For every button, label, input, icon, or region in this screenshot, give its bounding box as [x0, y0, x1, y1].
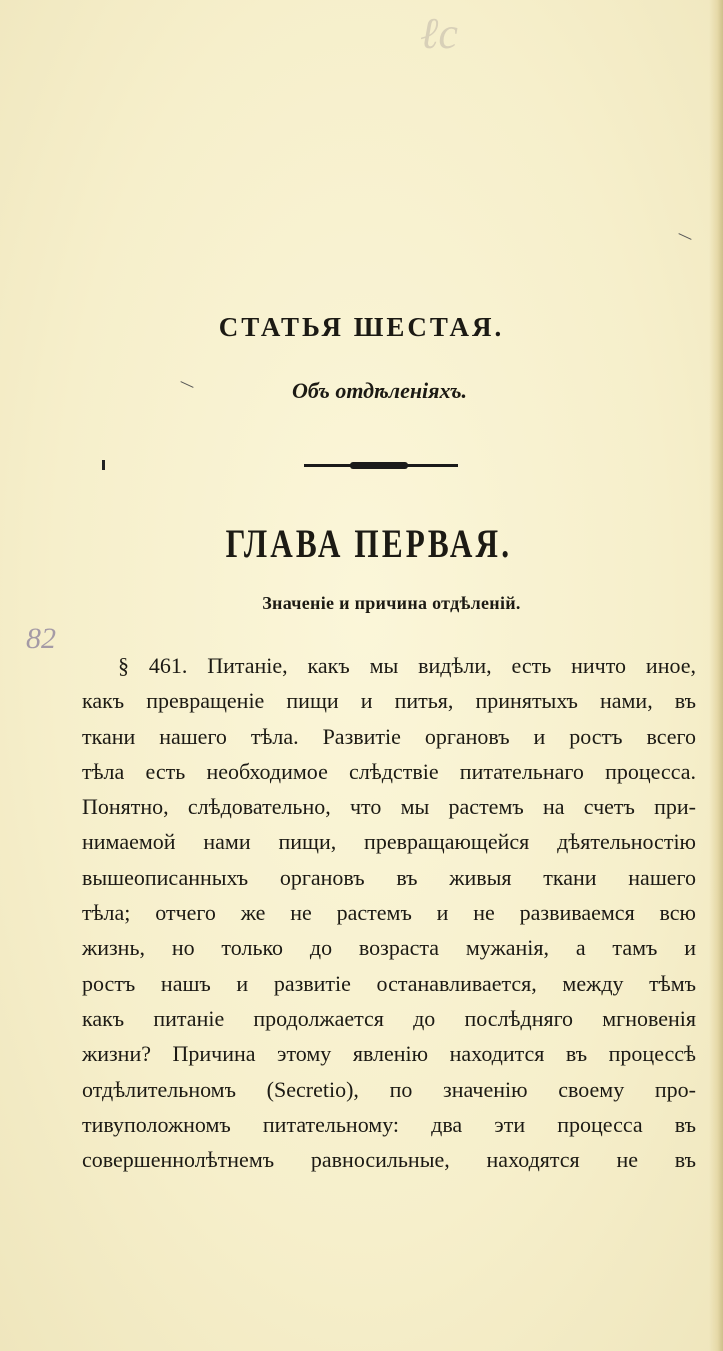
text-line: ростъ нашъ и развитіе останавливается, между тѣмъ — [82, 970, 696, 996]
page-edge-shadow — [709, 0, 723, 1351]
text-line: какъ питаніе продолжается до послѣдняго мгновенія — [82, 1005, 696, 1031]
text-line: какъ превращеніе пищи и питья, принятыхъ нами, въ — [82, 688, 696, 714]
text-line: Понятно, слѣдовательно, что мы растемъ на счетъ при- — [82, 794, 696, 820]
pencil-mark: ℓc — [420, 9, 458, 58]
text-line: вышеописанныхъ органовъ въ живыя ткани нашего — [82, 864, 696, 890]
ornamental-rule — [304, 464, 458, 467]
chapter-title: ГЛАВА ПЕРВАЯ. — [225, 521, 513, 566]
handwritten-margin-note: 82 — [26, 622, 56, 655]
body-paragraph — [82, 648, 696, 1177]
text-line: тѣла есть необходимое слѣдствіе питательнаго процесса. — [82, 758, 696, 784]
text-line: тивуположномъ питательному: два эти процесса въ — [82, 1111, 696, 1137]
stray-mark — [102, 460, 105, 470]
text-line: совершеннолѣтнемъ равносильные, находятся не въ — [82, 1147, 696, 1173]
text-line: тѣла; отчего же не растемъ и не развиваемся всю — [82, 900, 696, 926]
text-line: § 461. Питаніе, какъ мы видѣли, есть ничто иное, — [118, 653, 696, 678]
text-line: жизнь, но только до возраста мужанія, а тамъ и — [82, 935, 696, 961]
text-line: отдѣлительномъ (Secretio), по значенію своему про- — [82, 1076, 696, 1102]
stray-mark — [678, 233, 691, 240]
article-title: СТАТЬЯ ШЕСТАЯ. — [218, 312, 505, 342]
text-line: нимаемой нами пищи, превращающейся дѣятельностію — [82, 829, 696, 855]
text-line: жизни? Причина этому явленію находится въ процессѣ — [82, 1041, 696, 1067]
text-line: ткани нашего тѣла. Развитіе органовъ и ростъ всего — [82, 723, 696, 749]
article-subtitle: Объ отдѣленіяхъ. — [291, 378, 468, 403]
ornamental-rule-center — [350, 462, 408, 469]
section-heading: Значеніе и причина отдѣленій. — [262, 593, 521, 613]
